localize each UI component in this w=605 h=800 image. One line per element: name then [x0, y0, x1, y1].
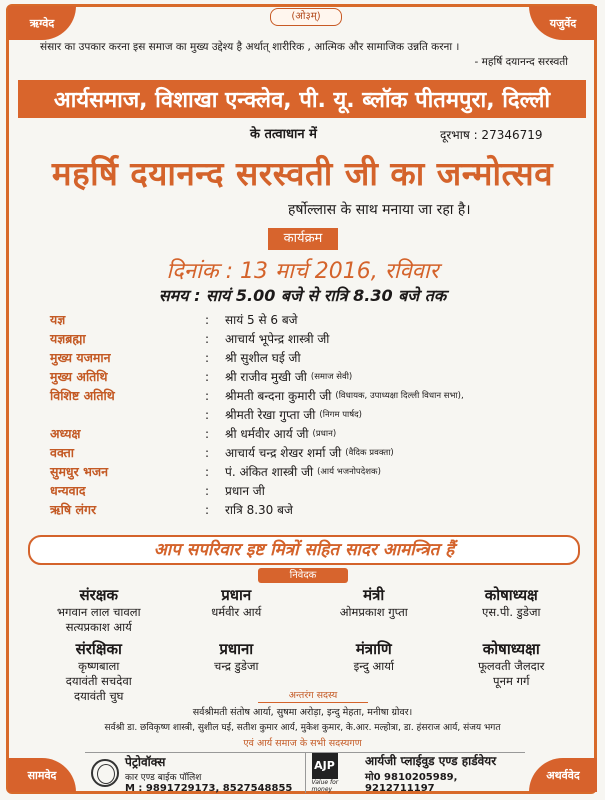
schedule-row: यज्ञ : सायं 5 से 6 बजे — [50, 312, 298, 327]
event-title: महर्षि दयानन्द सरस्वती जी का जन्मोत्सव — [51, 154, 554, 193]
sponsor-phone: मो0 9810205989, 9212711197 — [365, 772, 458, 794]
schedule-note: (विधायक, उपाध्यक्षा दिल्ली विधान सभा), — [335, 391, 464, 401]
phone-number: दूरभाष : 27346719 — [440, 128, 543, 142]
schedule-value: श्री धर्मवीर आर्य जी — [225, 427, 309, 441]
officer-cell — [30, 639, 168, 704]
event-time: समय : सायं 5.00 बजे से रात्रि 8.30 बजे तक — [158, 286, 447, 305]
officer-title: संरक्षक — [79, 586, 119, 604]
members-men: सर्वश्री डा. छविकृष्ण शास्त्री, सुशील घई, सतीश कुमार आर्य, मुकेश कुमार, के.आर. मल्होत्रा, डा. हंसराज आर्य, संजय भगत — [104, 723, 501, 733]
om-symbol: (ओ३म्) — [270, 8, 342, 26]
organization-banner: आर्यसमाज, विशाखा एन्क्लेव, पी. यू. ब्लॉक पीतमपुरा, दिल्ली — [18, 80, 586, 118]
schedule-key: मुख्य यजमान — [50, 350, 111, 365]
aryaji-logo-icon: AJP — [312, 753, 338, 779]
officer-name: दयावंती सचदेवा — [65, 674, 132, 688]
schedule-note: (आर्य भजनोपदेशक) — [317, 467, 381, 477]
officer-name: पूनम गर्ग — [493, 674, 530, 688]
officer-title: प्रधाना — [219, 640, 254, 658]
schedule-row: वक्ता : आचार्य चन्द्र शेखर शर्मा जी (वैदिक प्रवक्ता) — [50, 445, 394, 460]
officer-name: दयावंती चुघ — [74, 689, 124, 703]
schedule-note: (प्रधान) — [312, 429, 337, 439]
under-aegis: के तत्वाधान में — [250, 127, 317, 142]
schedule-value: सायं 5 से 6 बजे — [225, 313, 298, 327]
sponsor-aryaji — [305, 753, 526, 793]
schedule-note: (वैदिक प्रवक्ता) — [345, 448, 394, 458]
quote-author: - महर्षि दयानन्द सरस्वती — [474, 56, 568, 68]
schedule-key: ऋषि लंगर — [50, 502, 97, 517]
schedule-row: विशिष्ट अतिथि : श्रीमती बन्दना कुमारी जी (विधायक, उपाध्यक्षा दिल्ली विधान सभा), — [50, 388, 464, 403]
officer-cell — [30, 585, 168, 635]
officer-name: धर्मवीर आर्य — [211, 605, 262, 619]
schedule-key: वक्ता — [50, 445, 75, 460]
schedule-value: रात्रि 8.30 बजे — [225, 503, 293, 517]
schedule-row: धन्यवाद : प्रधान जी — [50, 483, 265, 498]
schedule-value: श्रीमती रेखा गुप्ता जी — [225, 408, 316, 422]
sponsor-phone: M : 9891729173, 8527548855 — [125, 782, 293, 794]
event-subtitle: हर्षोल्लास के साथ मनाया जा रहा है। — [288, 202, 471, 218]
antarang-label: अन्तरंग सदस्य — [258, 688, 368, 703]
logo-tagline: Value for money — [311, 779, 339, 793]
schedule-row: मुख्य यजमान : श्री सुशील घई जी — [50, 350, 301, 365]
corner-rigveda: ऋग्वेद — [8, 6, 76, 40]
officers-grid — [30, 585, 580, 704]
schedule-key: यज्ञ — [50, 312, 66, 327]
officer-title: कोषाध्यक्षा — [482, 640, 540, 658]
officer-title: कोषाध्यक्ष — [484, 586, 538, 604]
nivedak-label: निवेदक — [258, 568, 348, 583]
officer-cell — [443, 639, 581, 704]
members-women: सर्वश्रीमती संतोष आर्या, सुषमा अरोड़ा, इन्दु मेहता, मनीषा ग्रोवर। — [192, 707, 413, 718]
sponsor-petrovox — [85, 753, 305, 793]
officer-name: एस.पी. डुडेजा — [482, 605, 541, 619]
invitation-line: आप सपरिवार इष्ट मित्रों सहित सादर आमन्त्रित हैं — [28, 535, 580, 565]
officer-name: भगवान लाल चावला — [56, 605, 141, 619]
schedule-key: विशिष्ट अतिथि — [50, 388, 115, 403]
schedule-list — [50, 310, 590, 519]
officer-name: ओमप्रकाश गुप्ता — [339, 605, 408, 619]
schedule-value: आचार्य भूपेन्द्र शास्त्री जी — [225, 332, 330, 346]
officer-cell — [168, 585, 306, 635]
schedule-value: श्रीमती बन्दना कुमारी जी — [225, 389, 332, 403]
globe-icon — [91, 759, 119, 787]
schedule-row: यज्ञब्रह्मा : आचार्य भूपेन्द्र शास्त्री जी — [50, 331, 330, 346]
corner-samaveda: सामवेद — [8, 758, 76, 792]
schedule-value: पं. अंकित शास्त्री जी — [225, 465, 314, 479]
members-all: एवं आर्य समाज के सभी सदस्यगण — [243, 738, 362, 749]
officer-cell — [305, 585, 443, 635]
officers-row — [30, 585, 580, 635]
quote — [40, 40, 580, 70]
footer-sponsors — [85, 752, 525, 793]
officer-title: मंत्राणि — [355, 640, 392, 658]
schedule-value: आचार्य चन्द्र शेखर शर्मा जी — [225, 446, 342, 460]
schedule-note: (निगम पार्षद) — [319, 410, 362, 420]
schedule-key: मुख्य अतिथि — [50, 369, 108, 384]
officer-name: चन्द्र डुडेजा — [214, 659, 259, 673]
schedule-key: यज्ञब्रह्मा — [50, 331, 86, 346]
corner-atharvaveda: अथर्ववेद — [529, 758, 597, 792]
schedule-value: प्रधान जी — [225, 484, 265, 498]
schedule-row: मुख्य अतिथि : श्री राजीव मुखी जी (समाज सेवी) — [50, 369, 353, 384]
schedule-note: (समाज सेवी) — [310, 372, 353, 382]
sponsor-tagline: कार एण्ड बाईक पॉलिश — [125, 772, 202, 783]
schedule-row: ऋषि लंगर : रात्रि 8.30 बजे — [50, 502, 293, 517]
schedule-value: श्री राजीव मुखी जी — [225, 370, 307, 384]
schedule-key: अध्यक्ष — [50, 426, 81, 441]
officer-name: सत्यप्रकाश आर्य — [65, 620, 132, 634]
program-label: कार्यक्रम — [268, 228, 338, 250]
sponsor-name: आर्यजी प्लाईवुड एण्ड हार्डवेयर — [365, 754, 497, 768]
officer-title: प्रधान — [221, 586, 252, 604]
quote-text: संसार का उपकार करना इस समाज का मुख्य उद्देश्य है अर्थात् शारीरिक , आत्मिक और सामाजिक उन्नति करना । — [40, 41, 460, 53]
event-date: दिनांक : 13 मार्च 2016, रविवार — [166, 259, 439, 284]
schedule-row: : श्रीमती रेखा गुप्ता जी (निगम पार्षद) — [205, 407, 362, 422]
officer-title: मंत्री — [363, 586, 385, 604]
officer-title: संरक्षिका — [75, 640, 122, 658]
sponsor-name: पेट्रोवॉक्स — [125, 754, 166, 769]
officer-name: फूलवती जैलदार — [478, 659, 545, 673]
schedule-row: सुमधुर भजन : पं. अंकित शास्त्री जी (आर्य भजनोपदेशक) — [50, 464, 381, 479]
officer-name: इन्दु आर्या — [353, 659, 394, 673]
corner-yajurveda: यजुर्वेद — [529, 6, 597, 40]
officer-cell — [443, 585, 581, 635]
schedule-key: सुमधुर भजन — [50, 464, 109, 479]
officer-name: कृष्णबाला — [78, 659, 120, 673]
schedule-key: धन्यवाद — [50, 483, 86, 498]
schedule-value: श्री सुशील घई जी — [225, 351, 301, 365]
schedule-row: अध्यक्ष : श्री धर्मवीर आर्य जी (प्रधान) — [50, 426, 337, 441]
